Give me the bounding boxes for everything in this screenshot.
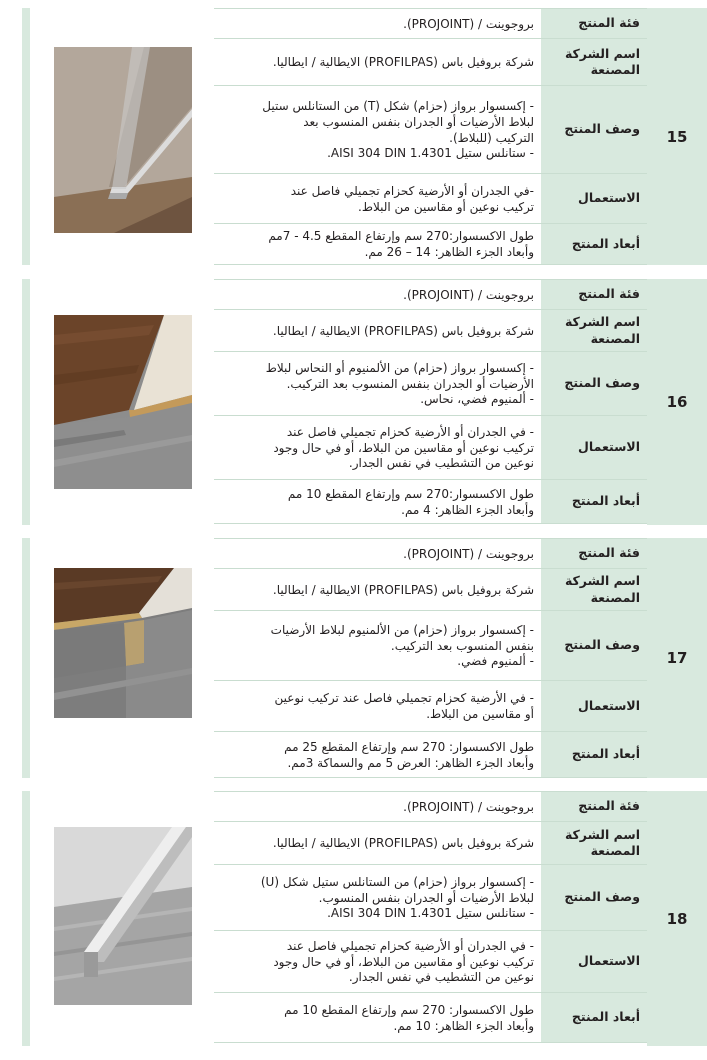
value-category: بروجوينت / (PROJOINT).: [403, 546, 534, 561]
value-usage: - في الجدران أو الأرضية كحزام تجميلي فاصل عند تركيب نوعين أو مقاسين من البلاط، أو في حال وجود نوعين من التشطيب في نفس الجدار.: [273, 939, 534, 985]
label-company: اسم الشركة المصنعة: [540, 569, 647, 610]
value-dimensions: طول الاكسسوار: 270 سم وإرتفاع المقطع 25 مم وأبعاد الجزء الظاهر: العرض 5 مم والسماكة 3مم.: [284, 739, 534, 770]
row-usage: [214, 416, 647, 480]
row-description: [214, 352, 647, 416]
row-company: [214, 822, 647, 865]
row-company: [214, 39, 647, 86]
value-description: - إكسسوار برواز (حزام) من الستانلس ستيل شكل (U) لبلاط الأرضيات أو الجدران بنفس المنسوب. - ستانلس ستيل AISI 304 DIN 1.4301.: [260, 875, 534, 921]
value-dimensions: طول الاكسسوار:270 سم وإرتفاع المقطع 10 مم وأبعاد الجزء الظاهر: 4 مم.: [287, 486, 534, 517]
value-description: - إكسسوار برواز (حزام) شكل (T) من الستانلس ستيل لبلاط الأرضيات أو الجدران بنفس المنسوب بعد التركيب (للبلاط). - ستانلس ستيل AISI 304 DIN 1.4301.: [262, 99, 534, 161]
label-description: وصف المنتج: [540, 86, 647, 173]
product-number: 18: [666, 909, 688, 928]
spec-table: [214, 791, 647, 1043]
product-number: 17: [666, 649, 688, 667]
product-number: 15: [666, 127, 688, 146]
row-description: [214, 611, 647, 681]
spec-table: [214, 279, 647, 524]
row-usage: [214, 174, 647, 224]
product-number-cell: [647, 791, 707, 1046]
row-company: [214, 310, 647, 352]
product-number-cell: [647, 8, 707, 265]
value-usage: - في الأرضية كحزام تجميلي فاصل عند تركيب نوعين أو مقاسين من البلاط.: [274, 691, 534, 721]
label-dimensions: أبعاد المنتج: [540, 732, 647, 777]
row-dimensions: [214, 732, 647, 778]
label-description: وصف المنتج: [540, 611, 647, 680]
value-category: بروجوينت / (PROJOINT).: [403, 16, 534, 31]
row-category: [214, 539, 647, 569]
product-number-cell: [647, 538, 707, 778]
value-dimensions: طول الاكسسوار: 270 سم وإرتفاع المقطع 10 مم وأبعاد الجزء الظاهر: 10 مم.: [284, 1002, 534, 1033]
value-description: - إكسسوار برواز (حزام) من الألمنيوم لبلاط الأرضيات بنفس المنسوب بعد التركيب. - ألمنيوم فضي.: [270, 623, 534, 669]
block-stripe: [22, 8, 30, 265]
label-company: اسم الشركة المصنعة: [540, 39, 647, 85]
row-category: [214, 280, 647, 310]
product-image-18: [54, 827, 192, 1005]
value-company: شركة بروفيل باس (PROFILPAS) الايطالية / ايطاليا.: [272, 836, 534, 851]
product-block-18: [22, 791, 707, 1046]
product-number: 16: [666, 393, 688, 411]
label-usage: الاستعمال: [540, 681, 647, 731]
label-usage: الاستعمال: [540, 416, 647, 479]
label-category: فئة المنتج: [540, 792, 647, 821]
label-usage: الاستعمال: [540, 174, 647, 223]
product-image-17: [54, 568, 192, 718]
value-dimensions: طول الاكسسوار:270 سم وإرتفاع المقطع 4.5 - 7مم وأبعاد الجزء الظاهر: 14 – 26 مم.: [268, 229, 534, 259]
value-company: شركة بروفيل باس (PROFILPAS) الايطالية / ايطاليا.: [272, 582, 534, 597]
label-dimensions: أبعاد المنتج: [540, 993, 647, 1042]
value-usage: -في الجدران أو الأرضية كحزام تجميلي فاصل عند تركيب نوعين أو مقاسين من البلاط.: [290, 183, 534, 214]
row-description: [214, 86, 647, 174]
product-number-cell: [647, 279, 707, 525]
spec-table: [214, 8, 647, 265]
product-block-16: [22, 279, 707, 525]
row-dimensions: [214, 480, 647, 524]
label-company: اسم الشركة المصنعة: [540, 310, 647, 351]
block-stripe: [22, 538, 30, 778]
product-image-15: [54, 47, 192, 233]
row-category: [214, 9, 647, 39]
spec-table: [214, 538, 647, 778]
row-category: [214, 792, 647, 822]
label-category: فئة المنتج: [540, 9, 647, 38]
value-usage: - في الجدران أو الأرضية كحزام تجميلي فاصل عند تركيب نوعين أو مقاسين من البلاط، أو في حال وجود نوعين من التشطيب في نفس الجدار.: [273, 425, 534, 471]
value-category: بروجوينت / (PROJOINT).: [403, 287, 534, 302]
row-dimensions: [214, 993, 647, 1043]
value-company: شركة بروفيل باس (PROFILPAS) الايطالية / ايطاليا.: [272, 323, 534, 338]
block-stripe: [22, 791, 30, 1046]
label-usage: الاستعمال: [540, 931, 647, 992]
label-description: وصف المنتج: [540, 865, 647, 930]
label-dimensions: أبعاد المنتج: [540, 480, 647, 523]
label-company: اسم الشركة المصنعة: [540, 822, 647, 864]
row-company: [214, 569, 647, 611]
value-category: بروجوينت / (PROJOINT).: [403, 799, 534, 814]
row-usage: [214, 681, 647, 732]
label-category: فئة المنتج: [540, 539, 647, 568]
value-company: شركة بروفيل باس (PROFILPAS) الايطالية / ايطاليا.: [272, 55, 534, 70]
value-description: - إكسسوار برواز (حزام) من الألمنيوم أو النحاس لبلاط الأرضيات أو الجدران بنفس المنسوب بعد التركيب. - ألمنيوم فضي، نحاس.: [265, 361, 534, 407]
block-stripe: [22, 279, 30, 525]
row-dimensions: [214, 224, 647, 265]
row-description: [214, 865, 647, 931]
label-description: وصف المنتج: [540, 352, 647, 415]
row-usage: [214, 931, 647, 993]
label-dimensions: أبعاد المنتج: [540, 224, 647, 264]
label-category: فئة المنتج: [540, 280, 647, 309]
product-image-16: [54, 315, 192, 489]
product-block-17: [22, 538, 707, 778]
product-block-15: [22, 8, 707, 265]
